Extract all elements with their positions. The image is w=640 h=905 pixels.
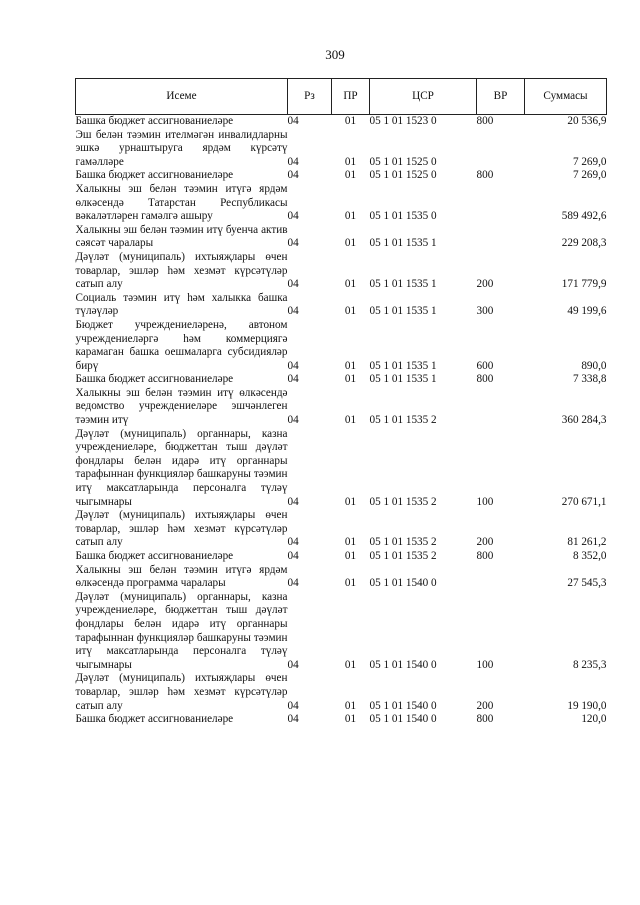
cell-name: Халыкны эш белән тәэмин итү буенча актив сәясәт чаралары — [75, 223, 288, 250]
cell-sum: 120,0 — [581, 713, 607, 726]
cell-pr: 01 — [344, 278, 357, 291]
cell-csr: 05 1 01 1535 2 — [369, 550, 437, 562]
cell-vr: 800 — [476, 115, 494, 127]
cell-name: Дәүләт (муниципаль) ихтыяҗлары өчен товарлар, эшләр һәм хезмәт күрсәтүләр сатып алу — [75, 672, 288, 712]
cell-csr: 05 1 01 1535 1 — [369, 278, 437, 291]
cell-name: Башка бюджет ассигнованиеләре — [75, 550, 234, 562]
cell-csr: 05 1 01 1535 1 — [369, 373, 437, 386]
cell-sum: 81 261,2 — [567, 536, 607, 549]
header-name: Исеме — [76, 79, 288, 115]
cell-csr: 05 1 01 1540 0 — [369, 658, 437, 671]
cell-vr: 800 — [476, 169, 494, 182]
cell-name: Дәүләт (муниципаль) органнары, казна учреждениеләре, бюджеттан тыш дәүләт фондлары белән идарә итү органнары тарафыннан функцияләр башкаруны тәэмин итү максатларында персоналга түләү чыгымнары — [75, 427, 288, 508]
cell-vr — [477, 224, 525, 251]
cell-sum: 7 338,8 — [572, 373, 607, 386]
table-header — [76, 79, 607, 115]
cell-rz: 04 — [287, 658, 299, 671]
cell-name: Башка бюджет ассигнованиеләре — [75, 713, 234, 726]
cell-sum: 270 671,1 — [561, 495, 607, 508]
cell-sum: 20 536,9 — [567, 115, 607, 127]
cell-rz: 04 — [287, 577, 299, 590]
cell-name: Дәүләт (муниципаль) органнары, казна учреждениеләре, бюджеттан тыш дәүләт фондлары белән идарә итү органнары тарафыннан функцияләр башкаруны тәэмин итү максатларында персоналга түләү чыгымнары — [75, 590, 288, 671]
table-row — [76, 387, 607, 428]
cell-name: Халыкны эш белән тәэмин итүгә ярдәм өлкәсендә Татарстан Республикасы вәкаләтләрен гамәлгә ашыру — [75, 182, 288, 223]
cell-rz: 04 — [287, 210, 299, 223]
table-row — [76, 183, 607, 224]
cell-pr: 01 — [344, 115, 357, 127]
cell-rz: 04 — [287, 278, 299, 291]
cell-vr: 300 — [476, 305, 494, 318]
cell-sum: 890,0 — [581, 359, 607, 372]
cell-rz: 04 — [287, 699, 299, 712]
cell-rz: 04 — [287, 169, 299, 182]
cell-pr: 01 — [344, 536, 357, 549]
cell-name: Башка бюджет ассигнованиеләре — [75, 169, 234, 182]
cell-vr: 800 — [476, 550, 494, 562]
cell-rz: 04 — [287, 713, 299, 726]
cell-name: Халыкны эш белән тәэмин итүгә ярдәм өлкәсендә программа чаралары — [75, 563, 288, 590]
cell-sum: 8 352,0 — [572, 550, 607, 562]
table-row — [76, 564, 607, 591]
cell-csr: 05 1 01 1525 0 — [369, 155, 437, 168]
cell-vr: 100 — [476, 495, 494, 508]
cell-name: Эш белән тәэмин ителмәгән инвалидларны эшкә урнаштыруга ярдәм күрсәтү гамәлләре — [75, 128, 288, 168]
cell-csr: 05 1 01 1535 1 — [369, 359, 437, 372]
cell-csr: 05 1 01 1535 0 — [369, 210, 437, 223]
cell-rz: 04 — [287, 305, 299, 318]
cell-pr: 01 — [344, 713, 357, 726]
table-row — [76, 672, 607, 713]
cell-csr: 05 1 01 1540 0 — [369, 699, 437, 712]
table-row — [76, 319, 607, 373]
cell-sum: 229 208,3 — [561, 237, 607, 250]
table-row — [76, 169, 607, 183]
table-row — [76, 115, 607, 129]
cell-csr: 05 1 01 1535 1 — [369, 305, 437, 318]
table-row — [76, 713, 607, 727]
cell-rz: 04 — [287, 373, 299, 386]
cell-name: Дәүләт (муниципаль) ихтыяҗлары өчен товарлар, эшләр һәм хезмәт күрсәтүләр сатып алу — [75, 509, 288, 549]
cell-csr: 05 1 01 1523 0 — [369, 115, 437, 127]
table-row — [76, 129, 607, 170]
cell-sum: 171 779,9 — [561, 278, 607, 291]
cell-vr: 100 — [476, 658, 494, 671]
cell-rz: 04 — [287, 237, 299, 250]
cell-rz: 04 — [287, 536, 299, 549]
table-row — [76, 591, 607, 673]
cell-sum: 360 284,3 — [561, 414, 607, 427]
cell-csr: 05 1 01 1535 2 — [369, 536, 437, 549]
cell-vr — [477, 183, 525, 224]
header-vr: ВР — [477, 79, 525, 115]
table-row — [76, 550, 607, 564]
cell-pr: 01 — [344, 577, 357, 590]
cell-csr: 05 1 01 1535 1 — [369, 237, 437, 250]
cell-vr — [477, 564, 525, 591]
cell-pr: 01 — [344, 699, 357, 712]
cell-name: Башка бюджет ассигнованиеләре — [75, 115, 234, 127]
cell-sum: 27 545,3 — [567, 577, 607, 590]
table-row — [76, 373, 607, 387]
cell-name: Бюджет учреждениеләренә, автоном учреждениеләргә һәм коммерциягә карамаган башка оешмаларга субсидияләр бирү — [75, 318, 288, 372]
cell-pr: 01 — [344, 414, 357, 427]
cell-rz: 04 — [287, 495, 299, 508]
cell-pr: 01 — [344, 305, 357, 318]
cell-pr: 01 — [344, 169, 357, 182]
cell-pr: 01 — [344, 359, 357, 372]
cell-rz: 04 — [287, 414, 299, 427]
cell-sum: 589 492,6 — [561, 210, 607, 223]
cell-pr: 01 — [344, 550, 357, 562]
cell-name: Халыкны эш белән тәэмин итү өлкәсендә ведомство учреждениеләре эшчәнлеген тәэмин итү — [75, 386, 288, 427]
cell-vr — [477, 387, 525, 428]
cell-name: Дәүләт (муниципаль) ихтыяҗлары өчен товарлар, эшләр һәм хезмәт күрсәтүләр сатып алу — [75, 250, 288, 291]
cell-vr: 200 — [476, 699, 494, 712]
cell-sum: 8 235,3 — [572, 658, 607, 671]
cell-csr: 05 1 01 1540 0 — [369, 713, 437, 726]
cell-sum: 49 199,6 — [567, 305, 607, 318]
table-body — [76, 115, 607, 727]
table-row — [76, 251, 607, 292]
cell-csr: 05 1 01 1525 0 — [369, 169, 437, 182]
cell-pr: 01 — [344, 658, 357, 671]
cell-rz: 04 — [287, 155, 299, 168]
header-sum: Суммасы — [525, 79, 607, 115]
table-row — [76, 428, 607, 510]
cell-pr: 01 — [344, 373, 357, 386]
cell-csr: 05 1 01 1535 2 — [369, 495, 437, 508]
table-row — [76, 292, 607, 319]
header-pr: ПР — [332, 79, 370, 115]
cell-pr: 01 — [344, 237, 357, 250]
cell-csr: 05 1 01 1535 2 — [369, 414, 437, 427]
cell-vr: 200 — [476, 536, 494, 549]
cell-vr: 800 — [476, 713, 494, 726]
table-row — [76, 224, 607, 251]
cell-vr — [477, 129, 525, 170]
cell-sum: 7 269,0 — [572, 169, 607, 182]
cell-vr: 200 — [476, 278, 494, 291]
cell-rz: 04 — [287, 359, 299, 372]
page-number: 309 — [325, 47, 345, 62]
cell-pr: 01 — [344, 155, 357, 168]
cell-name: Социаль тәэмин итү һәм халыкка башка түләүләр — [75, 291, 288, 318]
cell-vr: 600 — [476, 359, 494, 372]
cell-sum: 7 269,0 — [572, 155, 607, 168]
table-row — [76, 509, 607, 550]
cell-rz: 04 — [287, 550, 299, 562]
cell-pr: 01 — [344, 210, 357, 223]
cell-csr: 05 1 01 1540 0 — [369, 577, 437, 590]
header-rz: Рз — [288, 79, 332, 115]
cell-name: Башка бюджет ассигнованиеләре — [75, 373, 234, 386]
cell-vr: 800 — [476, 373, 494, 386]
header-row — [76, 79, 607, 115]
cell-sum: 19 190,0 — [567, 699, 607, 712]
cell-pr: 01 — [344, 495, 357, 508]
cell-rz: 04 — [287, 115, 299, 127]
budget-table — [75, 78, 607, 727]
header-csr: ЦСР — [370, 79, 477, 115]
